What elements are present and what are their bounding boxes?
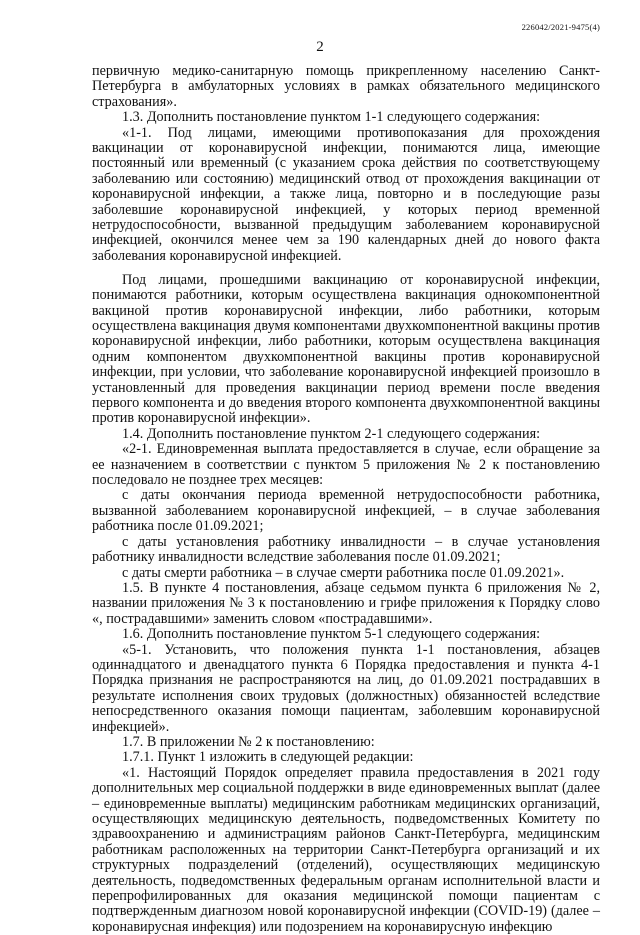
paragraph-death-date: с даты смерти работника – в случае смерти работника после 01.09.2021». [122,564,565,581]
document-body [92,64,600,935]
paragraph-1-5: 1.5. В пункте 4 постановления, абзаце седьмом пункта 6 приложения № 2, названии приложения № 3 к постановлению и грифе приложения к Порядку слово «, пострадавшими» заменить словом «пострадавшими». [92,579,600,627]
paragraph-sick-leave-date: с даты окончания периода временной нетрудоспособности работника, вызванной заболеванием коронавирусной инфекцией, – в случае заболевания работника после 01.09.2021; [92,487,600,535]
paragraph-2-1: «2-1. Единовременная выплата предоставляется в случае, если обращение за ее назначением в соответствии с пунктом 5 приложения № 2 к постановлению последовало не позднее трех месяцев: [92,441,600,489]
paragraph-1-7: 1.7. В приложении № 2 к постановлению: [122,733,375,750]
paragraph-order-clause-1: «1. Настоящий Порядок определяет правила предоставления в 2021 году дополнительных мер социальной поддержки в виде единовременных выплат (далее – единовременные выплаты) медицинским работникам медицинских организаций, осуществляющих медицинскую деятельность, подведомственных Комитету по здравоохранению и администрациям районов Санкт-Петербурга, медицинским работникам расположенных на территории Санкт-Петербурга организаций и их структурных подразделений (отделений), осуществляющих медицинскую деятельность, подведомственных федеральным органам исполнительной власти и перепрофилированных для оказания медицинской помощи пациентам с подтвержденным диагнозом новой коронавирусной инфекции (COVID-19) (далее – коронавирусная инфекция) или подозрением на коронавирусную инфекцию [92,764,600,935]
paragraph-1-4: 1.4. Дополнить постановление пунктом 2-1 следующего содержания: [122,425,541,442]
page-number: 2 [316,39,324,55]
paragraph-1-1-contraindications: «1-1. Под лицами, имеющими противопоказания для прохождения вакцинации от коронавирусной инфекции, понимаются лица, имеющие постоянный или временный (с указанием срока действия по соответствующему заболеванию или состоянию) медицинский отвод от прохождения вакцинации от коронавирусной инфекции, а также лица, повторно и в последующие разы заболевшие коронавирусной инфекцией, у которых период временной нетрудоспособности, вызванной предыдущим заболеванием коронавирусной инфекцией, окончился менее чем за 190 календарных дней до нового факта заболевания коронавирусной инфекцией. [92,124,600,264]
document-number: 226042/2021-9475(4) [521,22,600,32]
paragraph-5-1: «5-1. Установить, что положения пункта 1-1 постановления, абзацев одиннадцатого и двенадцатого пункта 6 Порядка предоставления и пункта 4-1 Порядка признания не распространяются на лиц, до 01.09.2021 пострадавших в результате исполнения своих трудовых (должностных) обязанностей вследствие непосредственного оказания помощи пациентам, заболевшим коронавирусной инфекцией». [92,641,600,735]
paragraph-1-6: 1.6. Дополнить постановление пунктом 5-1 следующего содержания: [122,626,541,643]
paragraph-continuation: первичную медико-санитарную помощь прикрепленному населению Санкт-Петербурга в амбулаторных условиях в рамках обязательного медицинского страхования». [92,63,600,110]
paragraph-disability-date: с даты установления работнику инвалидности – в случае установления работнику инвалидности вследствие заболевания после 01.09.2021; [92,533,600,566]
paragraph-1-7-1: 1.7.1. Пункт 1 изложить в следующей редакции: [122,749,414,766]
paragraph-vaccinated-definition: Под лицами, прошедшими вакцинацию от коронавирусной инфекции, понимаются работники, которым осуществлена вакцинация однокомпонентной вакциной против коронавирусной инфекции, либо работники, которым осуществлена вакцинация двумя компонентами двухкомпонентной вакцины против коронавирусной инфекции, либо работники, которым осуществлена вакцинация одним компонентом двухкомпонентной вакцины против коронавирусной инфекции, при условии, что заболевание коронавирусной инфекцией произошло в установленный для проведения вакцинации период времени после введения первого компонента и до введения второго компонента двухкомпонентной вакцины против коронавирусной инфекции». [92,271,600,427]
paragraph-1-3: 1.3. Дополнить постановление пунктом 1-1 следующего содержания: [122,109,541,126]
